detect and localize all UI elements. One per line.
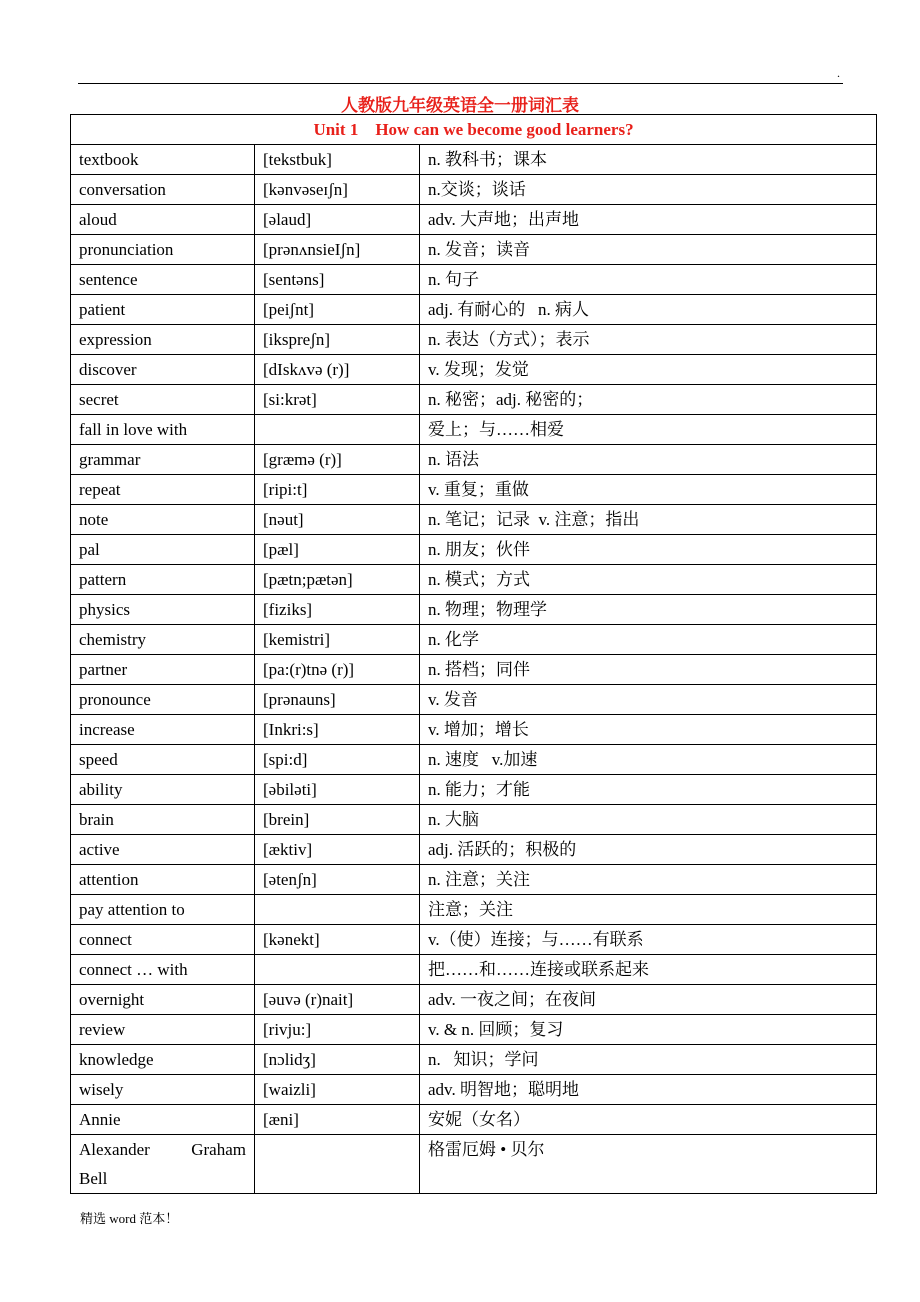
meaning-cell: n. 秘密；adj. 秘密的； [420, 385, 877, 415]
table-row [71, 745, 877, 775]
table-row [71, 1135, 877, 1194]
table-row [71, 475, 877, 505]
phonetic-cell: [əlaud] [255, 205, 420, 235]
meaning-cell: n. 化学 [420, 625, 877, 655]
word-cell: conversation [71, 175, 255, 205]
phonetic-cell: [pæl] [255, 535, 420, 565]
phonetic-cell: [iksprеʃn] [255, 325, 420, 355]
meaning-cell: n. 速度 v.加速 [420, 745, 877, 775]
phonetic-cell: [spi:d] [255, 745, 420, 775]
phonetic-cell: [kemistri] [255, 625, 420, 655]
phonetic-cell: [fiziks] [255, 595, 420, 625]
word-cell: pattern [71, 565, 255, 595]
phonetic-cell: [Inkri:s] [255, 715, 420, 745]
word-cell: note [71, 505, 255, 535]
word-cell: connect [71, 925, 255, 955]
word-cell: pronunciation [71, 235, 255, 265]
table-row [71, 505, 877, 535]
table-row [71, 985, 877, 1015]
meaning-cell: v. & n. 回顾；复习 [420, 1015, 877, 1045]
phonetic-cell: [dIskʌvə (r)] [255, 355, 420, 385]
phonetic-cell: [pætn;pætən] [255, 565, 420, 595]
word-cell: textbook [71, 145, 255, 175]
meaning-cell: 格雷厄姆 • 贝尔 [420, 1135, 877, 1194]
table-row [71, 955, 877, 985]
table-row [71, 385, 877, 415]
phonetic-cell: [ətenʃn] [255, 865, 420, 895]
meaning-cell: n. 注意；关注 [420, 865, 877, 895]
unit-heading-row [71, 115, 877, 145]
meaning-cell: n. 发音；读音 [420, 235, 877, 265]
meaning-cell: n. 表达（方式）；表示 [420, 325, 877, 355]
meaning-cell: n. 能力；才能 [420, 775, 877, 805]
word-cell: wisely [71, 1075, 255, 1105]
table-row [71, 685, 877, 715]
word-cell: chemistry [71, 625, 255, 655]
table-row [71, 895, 877, 925]
phonetic-cell: [peiʃnt] [255, 295, 420, 325]
meaning-cell: 把……和……连接或联系起来 [420, 955, 877, 985]
phonetic-cell: [kənvəseɪʃn] [255, 175, 420, 205]
table-row [71, 295, 877, 325]
word-cell: speed [71, 745, 255, 775]
meaning-cell: 安妮（女名） [420, 1105, 877, 1135]
phonetic-cell: [prənauns] [255, 685, 420, 715]
phonetic-cell: [pa:(r)tnə (r)] [255, 655, 420, 685]
table-row [71, 535, 877, 565]
word-cell: pronounce [71, 685, 255, 715]
meaning-cell: adv. 明智地；聪明地 [420, 1075, 877, 1105]
table-row [71, 265, 877, 295]
phonetic-cell [255, 955, 420, 985]
table-row [71, 865, 877, 895]
word-cell: partner [71, 655, 255, 685]
table-row [71, 1075, 877, 1105]
word-cell: Annie [71, 1105, 255, 1135]
phonetic-cell: [əuvə (r)nait] [255, 985, 420, 1015]
table-row [71, 925, 877, 955]
table-row [71, 565, 877, 595]
table-row [71, 1045, 877, 1075]
meaning-cell: adv. 一夜之间；在夜间 [420, 985, 877, 1015]
phonetic-cell: [rivju:] [255, 1015, 420, 1045]
phonetic-cell: [æktiv] [255, 835, 420, 865]
meaning-cell: n. 知识；学问 [420, 1045, 877, 1075]
word-cell: active [71, 835, 255, 865]
word-cell: secret [71, 385, 255, 415]
word-cell: patient [71, 295, 255, 325]
phonetic-cell [255, 1135, 420, 1194]
table-row [71, 175, 877, 205]
table-row [71, 145, 877, 175]
meaning-cell: n. 大脑 [420, 805, 877, 835]
meaning-cell: n. 搭档；同伴 [420, 655, 877, 685]
footer-note: 精选 word 范本！ [80, 1211, 179, 1226]
word-cell [71, 1135, 255, 1194]
word-cell: brain [71, 805, 255, 835]
page-title: 人教版九年级英语全一册词汇表 [341, 96, 579, 115]
meaning-cell: adj. 有耐心的 n. 病人 [420, 295, 877, 325]
table-row [71, 415, 877, 445]
vocabulary-table [70, 114, 877, 1194]
word-cell: attention [71, 865, 255, 895]
table-row [71, 655, 877, 685]
phonetic-cell: [prənʌnsieIʃn] [255, 235, 420, 265]
phonetic-cell: [nəut] [255, 505, 420, 535]
word-cell: aloud [71, 205, 255, 235]
meaning-cell: n.交谈；谈话 [420, 175, 877, 205]
phonetic-cell: [æni] [255, 1105, 420, 1135]
phonetic-cell: [sentəns] [255, 265, 420, 295]
phonetic-cell: [waizli] [255, 1075, 420, 1105]
table-row [71, 595, 877, 625]
word-cell: physics [71, 595, 255, 625]
meaning-cell: n. 教科书；课本 [420, 145, 877, 175]
meaning-cell: n. 朋友；伙伴 [420, 535, 877, 565]
table-row [71, 355, 877, 385]
phonetic-cell: [nɔlidʒ] [255, 1045, 420, 1075]
word-cell: pal [71, 535, 255, 565]
table-row [71, 235, 877, 265]
word-cell: discover [71, 355, 255, 385]
table-row [71, 775, 877, 805]
meaning-cell: n. 模式；方式 [420, 565, 877, 595]
table-row [71, 205, 877, 235]
word-part: Bell [79, 1169, 108, 1188]
meaning-cell: adv. 大声地；出声地 [420, 205, 877, 235]
word-cell: increase [71, 715, 255, 745]
word-cell: overnight [71, 985, 255, 1015]
meaning-cell: n. 物理；物理学 [420, 595, 877, 625]
meaning-cell: n. 语法 [420, 445, 877, 475]
phonetic-cell: [kənekt] [255, 925, 420, 955]
meaning-cell: v. 增加；增长 [420, 715, 877, 745]
meaning-cell: v.（使）连接；与……有联系 [420, 925, 877, 955]
phonetic-cell: [brein] [255, 805, 420, 835]
word-cell: grammar [71, 445, 255, 475]
word-cell: fall in love with [71, 415, 255, 445]
table-row [71, 805, 877, 835]
table-row [71, 445, 877, 475]
meaning-cell: v. 发现；发觉 [420, 355, 877, 385]
meaning-cell: n. 句子 [420, 265, 877, 295]
word-cell: connect … with [71, 955, 255, 985]
word-cell: review [71, 1015, 255, 1045]
word-part: Alexander [79, 1140, 150, 1159]
phonetic-cell: [ripi:t] [255, 475, 420, 505]
table-row [71, 835, 877, 865]
phonetic-cell: [əbiləti] [255, 775, 420, 805]
word-cell: repeat [71, 475, 255, 505]
meaning-cell: n. 笔记；记录 v. 注意；指出 [420, 505, 877, 535]
table-row [71, 1105, 877, 1135]
phonetic-cell: [si:krət] [255, 385, 420, 415]
phonetic-cell [255, 415, 420, 445]
meaning-cell: adj. 活跃的；积极的 [420, 835, 877, 865]
meaning-cell: v. 重复；重做 [420, 475, 877, 505]
table-row [71, 625, 877, 655]
word-cell: ability [71, 775, 255, 805]
word-cell: expression [71, 325, 255, 355]
table-row [71, 1015, 877, 1045]
phonetic-cell: [græmə (r)] [255, 445, 420, 475]
meaning-cell: 注意；关注 [420, 895, 877, 925]
word-part: Graham [191, 1140, 246, 1159]
phonetic-cell: [tekstbuk] [255, 145, 420, 175]
word-cell: knowledge [71, 1045, 255, 1075]
meaning-cell: v. 发音 [420, 685, 877, 715]
unit-heading: Unit 1 How can we become good learners? [71, 115, 877, 145]
header-mark: . [837, 66, 840, 80]
word-cell: pay attention to [71, 895, 255, 925]
word-cell: sentence [71, 265, 255, 295]
table-row [71, 715, 877, 745]
phonetic-cell [255, 895, 420, 925]
header-rule [78, 83, 843, 84]
table-row [71, 325, 877, 355]
meaning-cell: 爱上；与……相爱 [420, 415, 877, 445]
